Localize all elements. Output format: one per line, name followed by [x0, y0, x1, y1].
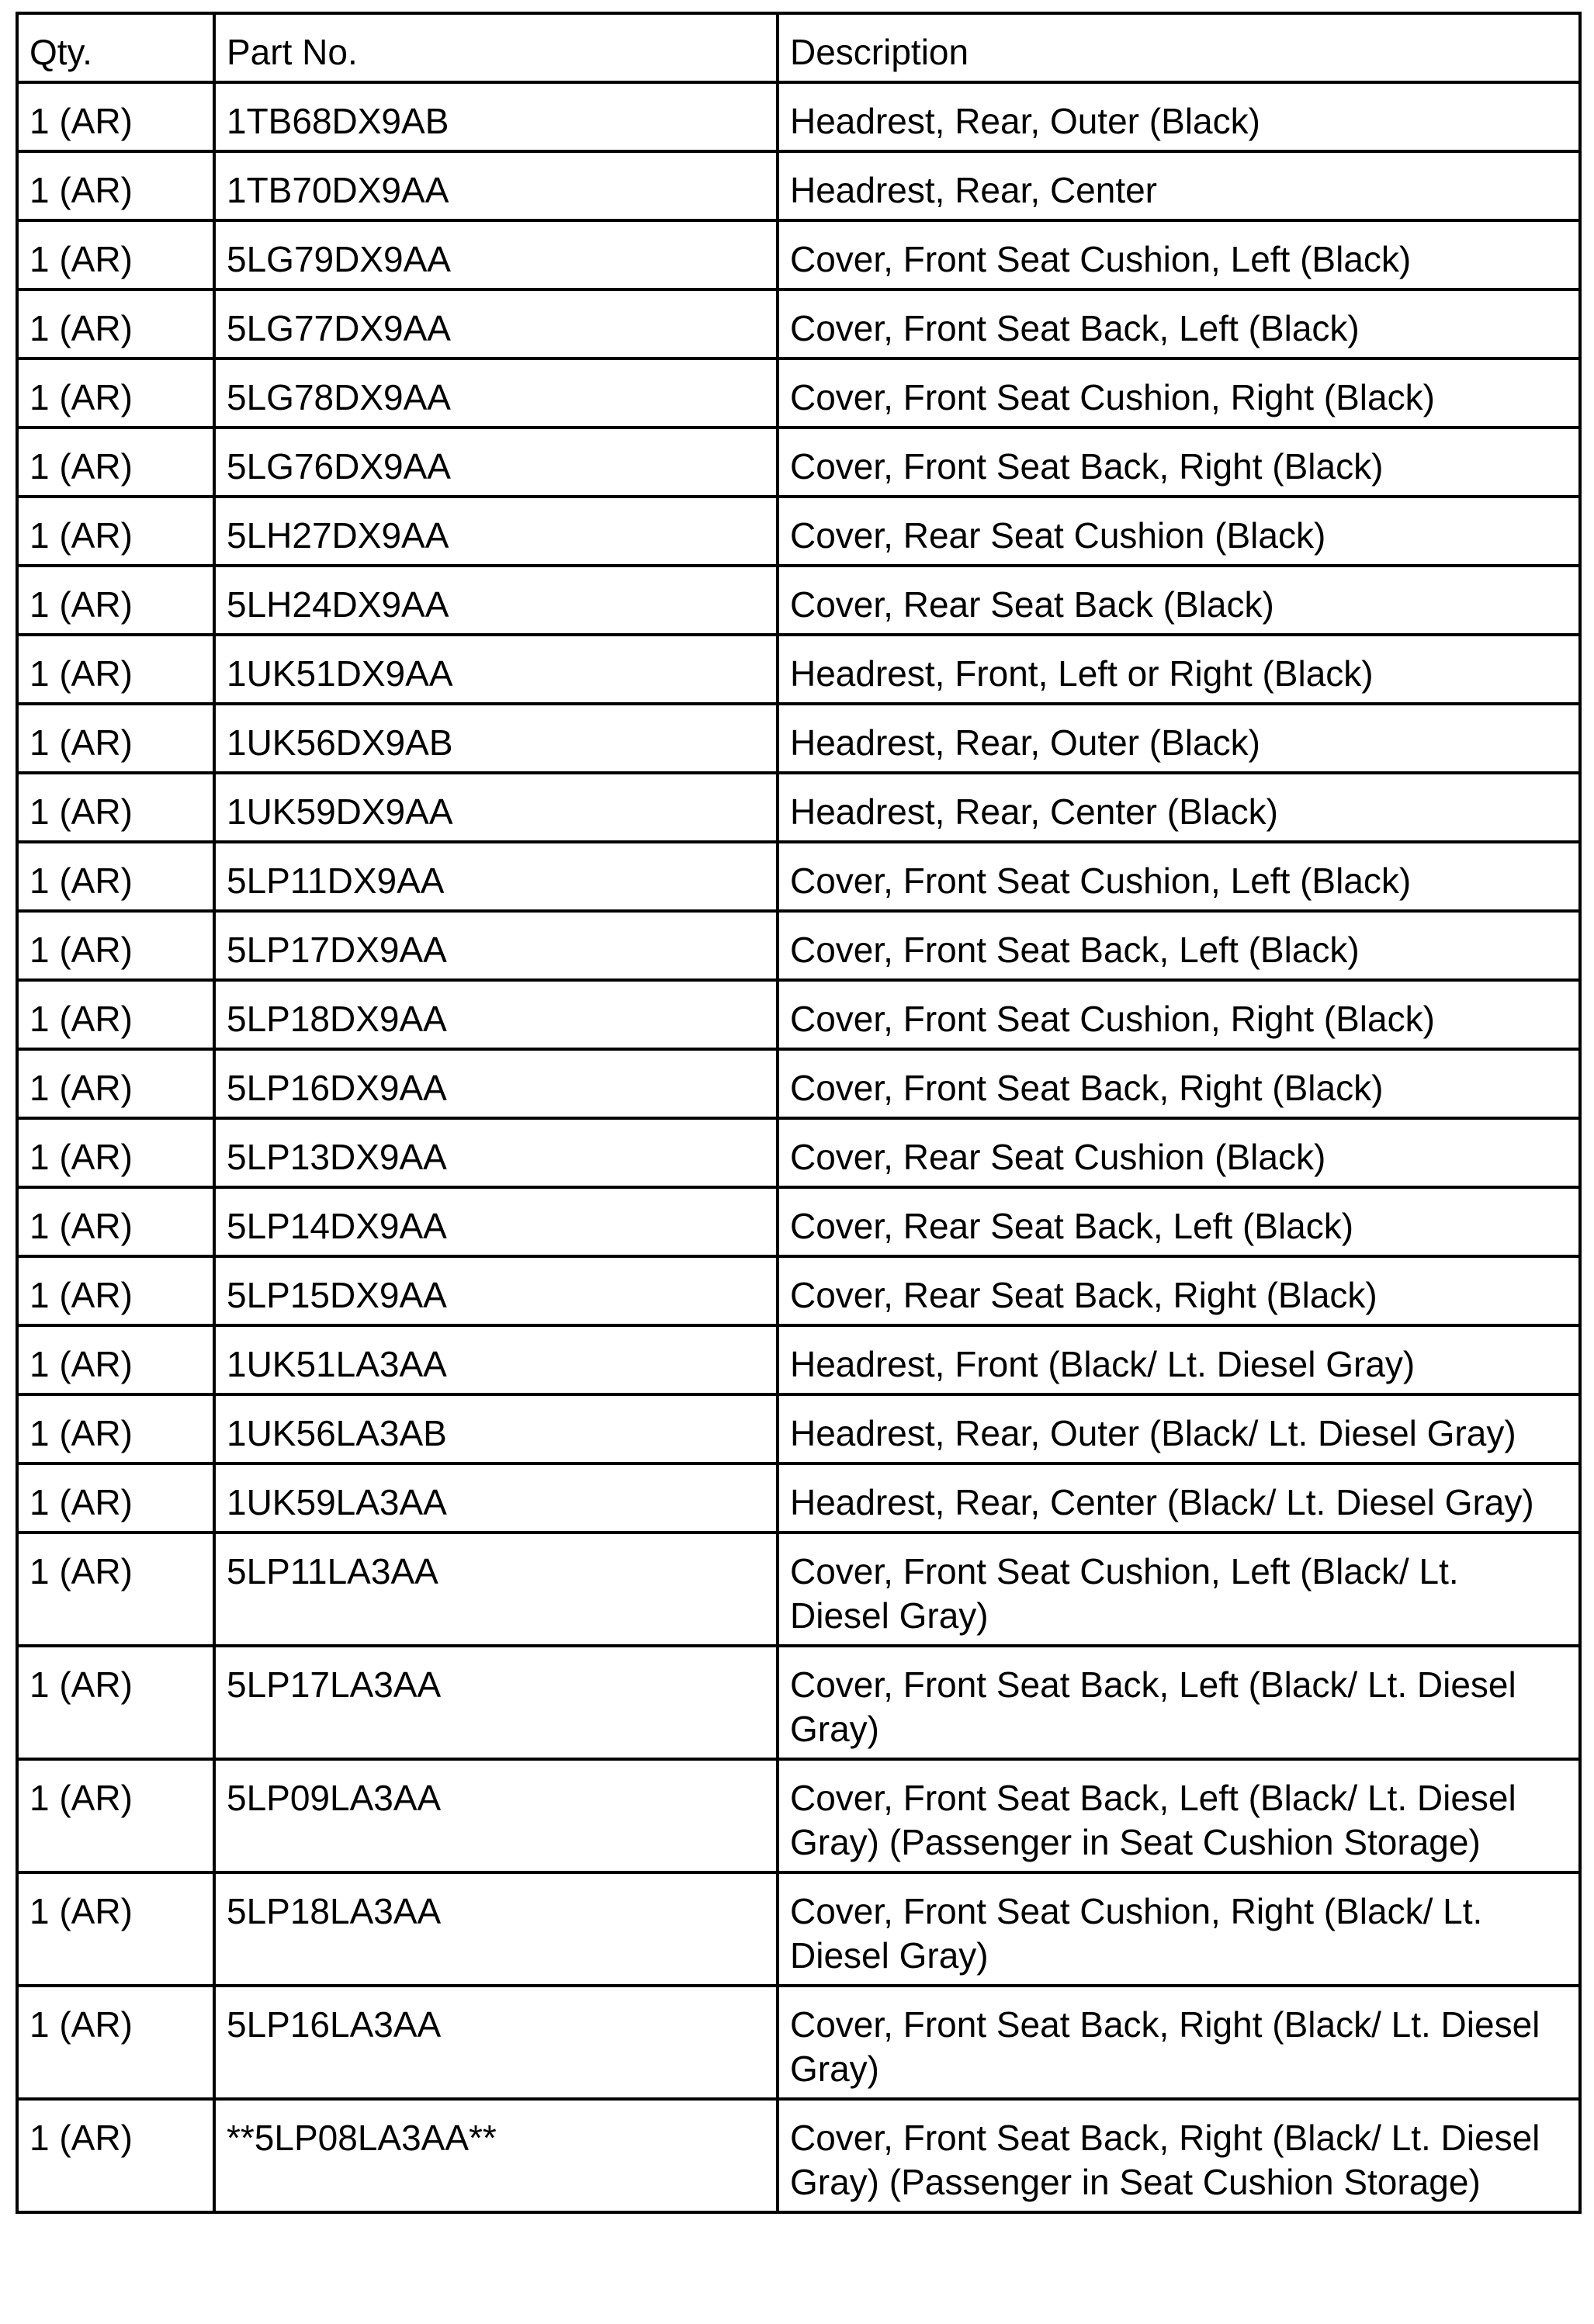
cell-part-no: 5LP11DX9AA: [214, 842, 778, 911]
cell-part-no: 5LH24DX9AA: [214, 566, 778, 635]
cell-part-no: 5LG76DX9AA: [214, 428, 778, 497]
cell-description: Cover, Front Seat Back, Left (Black/ Lt. Diesel Gray): [778, 1646, 1580, 1759]
cell-qty: 1 (AR): [17, 704, 214, 773]
cell-description: Cover, Rear Seat Back, Right (Black): [778, 1256, 1580, 1325]
table-row: [17, 1463, 1580, 1533]
cell-part-no: 5LP17LA3AA: [214, 1646, 778, 1759]
parts-table: [16, 12, 1582, 2214]
cell-qty: 1 (AR): [17, 1256, 214, 1325]
table-row: [17, 911, 1580, 980]
cell-description: Cover, Rear Seat Back (Black): [778, 566, 1580, 635]
cell-qty: 1 (AR): [17, 980, 214, 1049]
cell-description: Headrest, Rear, Outer (Black): [778, 704, 1580, 773]
cell-qty: 1 (AR): [17, 1872, 214, 1986]
table-row: [17, 566, 1580, 635]
table-row: [17, 1394, 1580, 1463]
table-row: [17, 151, 1580, 220]
cell-part-no: 1UK59LA3AA: [214, 1463, 778, 1533]
cell-part-no: 5LP14DX9AA: [214, 1187, 778, 1256]
table-row: [17, 497, 1580, 566]
header-part-no: Part No.: [214, 13, 778, 82]
table-row: [17, 773, 1580, 842]
cell-qty: 1 (AR): [17, 289, 214, 358]
cell-part-no: 5LP18LA3AA: [214, 1872, 778, 1986]
cell-part-no: 5LP09LA3AA: [214, 1759, 778, 1872]
cell-part-no: 5LP15DX9AA: [214, 1256, 778, 1325]
cell-part-no: 5LP13DX9AA: [214, 1118, 778, 1187]
cell-qty: 1 (AR): [17, 1463, 214, 1533]
cell-qty: 1 (AR): [17, 2099, 214, 2212]
table-row: [17, 635, 1580, 704]
cell-part-no: 5LP18DX9AA: [214, 980, 778, 1049]
table-row: [17, 1118, 1580, 1187]
cell-qty: 1 (AR): [17, 1533, 214, 1646]
table-row: [17, 1049, 1580, 1118]
cell-description: Cover, Front Seat Back, Right (Black/ Lt. Diesel Gray) (Passenger in Seat Cushion Storage): [778, 2099, 1580, 2212]
cell-part-no: 1UK56LA3AB: [214, 1394, 778, 1463]
cell-qty: 1 (AR): [17, 151, 214, 220]
table-row: [17, 1325, 1580, 1394]
header-qty: Qty.: [17, 13, 214, 82]
table-row: [17, 842, 1580, 911]
table-row: [17, 1533, 1580, 1646]
cell-qty: 1 (AR): [17, 1986, 214, 2099]
cell-part-no: 5LG78DX9AA: [214, 358, 778, 428]
cell-description: Cover, Front Seat Cushion, Right (Black): [778, 980, 1580, 1049]
cell-part-no: 5LP11LA3AA: [214, 1533, 778, 1646]
parts-sheet: [16, 12, 1578, 2214]
table-row: [17, 1986, 1580, 2099]
cell-description: Headrest, Rear, Center (Black): [778, 773, 1580, 842]
cell-part-no: 5LP16DX9AA: [214, 1049, 778, 1118]
cell-qty: 1 (AR): [17, 1325, 214, 1394]
cell-description: Headrest, Front (Black/ Lt. Diesel Gray): [778, 1325, 1580, 1394]
cell-part-no: 1UK56DX9AB: [214, 704, 778, 773]
table-row: [17, 2099, 1580, 2212]
cell-description: Headrest, Rear, Center (Black/ Lt. Diesel Gray): [778, 1463, 1580, 1533]
cell-description: Cover, Rear Seat Back, Left (Black): [778, 1187, 1580, 1256]
cell-part-no: 1UK51LA3AA: [214, 1325, 778, 1394]
cell-qty: 1 (AR): [17, 82, 214, 151]
table-row: [17, 289, 1580, 358]
cell-qty: 1 (AR): [17, 497, 214, 566]
cell-description: Headrest, Front, Left or Right (Black): [778, 635, 1580, 704]
cell-qty: 1 (AR): [17, 1646, 214, 1759]
cell-description: Cover, Rear Seat Cushion (Black): [778, 1118, 1580, 1187]
table-row: [17, 220, 1580, 289]
cell-description: Cover, Front Seat Cushion, Right (Black/ Lt. Diesel Gray): [778, 1872, 1580, 1986]
cell-qty: 1 (AR): [17, 773, 214, 842]
cell-qty: 1 (AR): [17, 1049, 214, 1118]
cell-description: Cover, Front Seat Cushion, Right (Black): [778, 358, 1580, 428]
table-row: [17, 704, 1580, 773]
cell-description: Headrest, Rear, Outer (Black): [778, 82, 1580, 151]
cell-qty: 1 (AR): [17, 1187, 214, 1256]
table-row: [17, 358, 1580, 428]
cell-part-no: **5LP08LA3AA**: [214, 2099, 778, 2212]
cell-description: Cover, Front Seat Cushion, Left (Black/ Lt. Diesel Gray): [778, 1533, 1580, 1646]
cell-description: Cover, Rear Seat Cushion (Black): [778, 497, 1580, 566]
cell-part-no: 1UK59DX9AA: [214, 773, 778, 842]
table-row: [17, 1646, 1580, 1759]
cell-qty: 1 (AR): [17, 220, 214, 289]
cell-qty: 1 (AR): [17, 911, 214, 980]
cell-qty: 1 (AR): [17, 1394, 214, 1463]
cell-part-no: 5LG77DX9AA: [214, 289, 778, 358]
cell-qty: 1 (AR): [17, 635, 214, 704]
cell-qty: 1 (AR): [17, 842, 214, 911]
cell-description: Cover, Front Seat Cushion, Left (Black): [778, 842, 1580, 911]
header-row: [17, 13, 1580, 82]
cell-description: Cover, Front Seat Back, Right (Black): [778, 1049, 1580, 1118]
cell-part-no: 5LG79DX9AA: [214, 220, 778, 289]
table-row: [17, 1187, 1580, 1256]
table-row: [17, 1759, 1580, 1872]
table-row: [17, 428, 1580, 497]
cell-qty: 1 (AR): [17, 566, 214, 635]
cell-qty: 1 (AR): [17, 428, 214, 497]
cell-description: Cover, Front Seat Cushion, Left (Black): [778, 220, 1580, 289]
cell-part-no: 5LP17DX9AA: [214, 911, 778, 980]
table-row: [17, 1872, 1580, 1986]
cell-description: Headrest, Rear, Center: [778, 151, 1580, 220]
cell-part-no: 5LP16LA3AA: [214, 1986, 778, 2099]
cell-description: Cover, Front Seat Back, Right (Black): [778, 428, 1580, 497]
cell-description: Headrest, Rear, Outer (Black/ Lt. Diesel Gray): [778, 1394, 1580, 1463]
table-row: [17, 82, 1580, 151]
cell-part-no: 1TB70DX9AA: [214, 151, 778, 220]
cell-description: Cover, Front Seat Back, Left (Black/ Lt. Diesel Gray) (Passenger in Seat Cushion Storage): [778, 1759, 1580, 1872]
cell-qty: 1 (AR): [17, 1759, 214, 1872]
cell-description: Cover, Front Seat Back, Left (Black): [778, 289, 1580, 358]
table-row: [17, 980, 1580, 1049]
header-description: Description: [778, 13, 1580, 82]
cell-part-no: 1UK51DX9AA: [214, 635, 778, 704]
table-row: [17, 1256, 1580, 1325]
cell-part-no: 5LH27DX9AA: [214, 497, 778, 566]
cell-qty: 1 (AR): [17, 1118, 214, 1187]
cell-qty: 1 (AR): [17, 358, 214, 428]
cell-description: Cover, Front Seat Back, Left (Black): [778, 911, 1580, 980]
cell-part-no: 1TB68DX9AB: [214, 82, 778, 151]
cell-description: Cover, Front Seat Back, Right (Black/ Lt. Diesel Gray): [778, 1986, 1580, 2099]
